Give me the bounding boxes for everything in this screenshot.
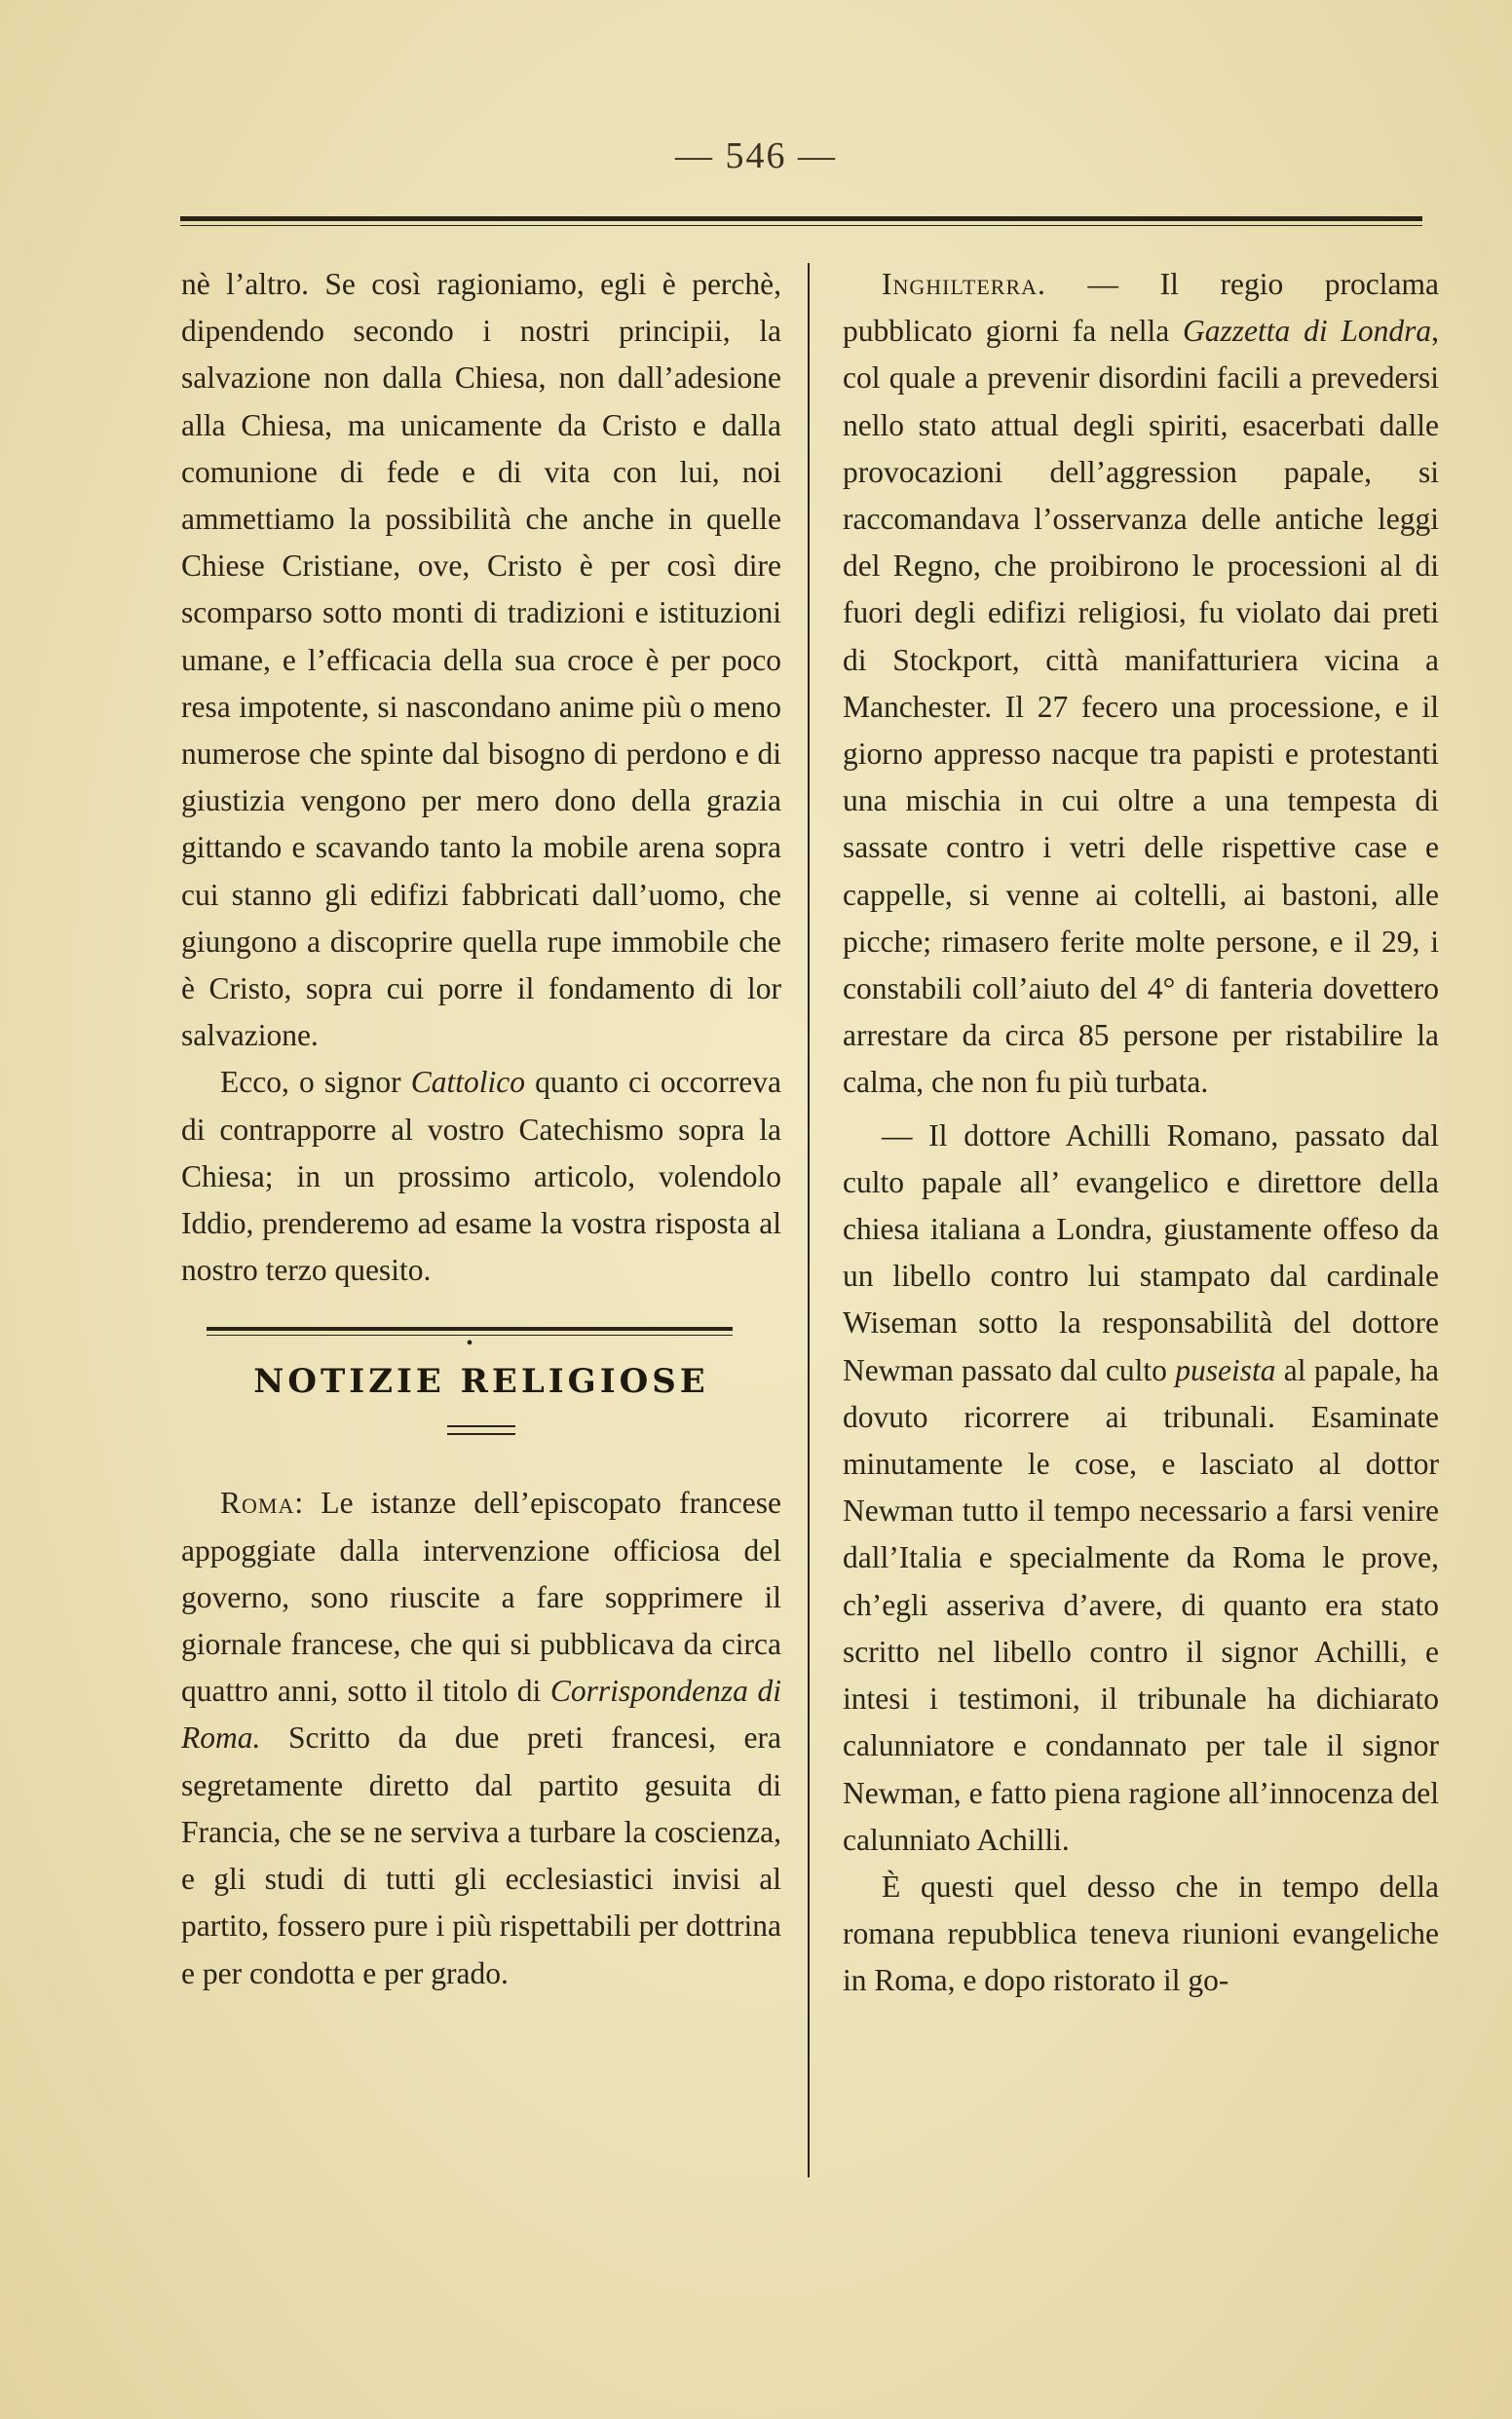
- section-heading: NOTIZIE RELIGIOSE: [253, 1362, 709, 1402]
- achilli-text-end: al papale, ha dovuto ricorrere ai tribunali. Esaminate minutamente le cose, e lasciato al dottor Newman tutto il tempo necessario a farsi venire dall’Italia e specialmente da Roma le prove, ch’egli asseriva d’avere, di quanto era stato scritto nel libello contro il signor Achilli, e intesi i testimoni, il tribunale ha dichiarato calunniatore e condannato per tale il signor Newman, e fatto piena ragione all’innocenza del calunniato Achilli.: [843, 1352, 1439, 1857]
- left-column: [181, 261, 781, 1997]
- inghilterra-text-end: , col quale a prevenir disordini facili a prevedersi nello stato attual degli spiriti, esacerbati dalle provocazioni dell’aggression papale, si raccomandava l’osservanza delle antiche leggi del Regno, che proibirono le processioni al di fuori degli edifizi religiosi, fu violato dai preti di Stockport, città manifatturiera vicina a Manchester. Il 27 fecero una processione, e il giorno appresso nacque tra papisti e protestanti una mischia in cui oltre a una tempesta di sassate contro i vetri delle rispettive case e cappelle, si venne ai coltelli, ai bastoni, alle picche; rimasero ferite molte persone, e il 29, i constabili coll’aiuto del 4° di fanteria dovettero arrestare da circa 85 persone per ristabilire la calma, che non fu più turbata.: [843, 314, 1439, 1100]
- roma-text-start: : Le istanze dell’episcopato francese appoggiate dalla intervenzione officiosa del governo, sono riuscite a fare sopprimere il giornale francese, che qui si pubblicava da circa quattro anni, sotto il titolo di: [181, 1486, 781, 1709]
- article-continuation-paragraph: nè l’altro. Se così ragioniamo, egli è perchè, dipendendo secondo i nostri principii, la salvazione non dalla Chiesa, non dall’adesione alla Chiesa, ma unicamente da Cristo e dalla comunione di fede e di vita con lui, noi ammettiamo la possibilità che anche in quelle Chiese Cristiane, ove, Cristo è per così dire scomparso sotto monti di tradizioni e istituzioni umane, e l’efficacia della sua croce è per poco resa impotente, si nascondano anime più o meno numerose che spinte dal bisogno di perdono e di giustizia vengono per mero dono della grazia gittando e scavando tanto la mobile arena sopra cui stanno gli edifizi fabbricati dall’uomo, che giungono a discoprire quella rupe immobile che è Cristo, sopra cui porre il fondamento di lor salvazione.: [181, 267, 781, 1053]
- roma-news-paragraph: [181, 1480, 781, 1996]
- roma-text-end: Scritto da due preti francesi, era segretamente diretto dal partito gesuita di Francia, che se ne serviva a turbare la coscienza, e gli studi di tutti gli ecclesiastici invisi al partito, fossero pure i più rispettabili per dottrina e per condotta e per grado.: [181, 1720, 781, 1990]
- corrispondenza-italic: Corrispondenza di Roma.: [181, 1674, 781, 1756]
- achilli-news-paragraph: [843, 1113, 1439, 1864]
- roma-lead: Roma: [220, 1486, 295, 1521]
- header-rule: [180, 216, 1422, 226]
- inghilterra-text-start: — Il regio proclama pubblicato giorni fa nella: [843, 267, 1439, 349]
- achilli-followup-paragraph: È questi quel desso che in tempo della romana repubblica teneva riunioni evangeliche in Roma, e dopo ristorato il go-: [843, 1869, 1439, 1998]
- divider-ornament: •: [466, 1333, 473, 1355]
- heading-underline: [447, 1425, 515, 1435]
- closing-text-start: Ecco, o signor: [220, 1065, 411, 1100]
- puseista-italic: puseista: [1175, 1352, 1276, 1387]
- inghilterra-lead: Inghilterra.: [882, 267, 1046, 301]
- cattolico-italic: Cattolico: [410, 1065, 525, 1100]
- page-number: — 546 —: [675, 135, 837, 176]
- achilli-text-start: — Il dottore Achilli Romano, passato dal culto papale all’ evangelico e direttore della chiesa italiana a Londra, giustamente offeso da un libello contro lui stampato dal cardinale Wiseman sotto la responsabilità del dottore Newman passato dal culto: [843, 1117, 1439, 1387]
- gazzetta-italic: Gazzetta di Londra: [1183, 314, 1432, 349]
- closing-text-end: quanto ci occorreva di contrapporre al vostro Catechismo sopra la Chiesa; in un prossimo articolo, volendolo Iddio, prenderemo ad esame la vostra risposta al nostro terzo quesito.: [181, 1065, 781, 1288]
- column-divider: [808, 263, 810, 2177]
- article-closing-paragraph: [181, 1059, 781, 1294]
- inghilterra-news-paragraph: [843, 261, 1439, 1107]
- right-column: [843, 261, 1439, 2005]
- section-divider: [207, 1327, 733, 1355]
